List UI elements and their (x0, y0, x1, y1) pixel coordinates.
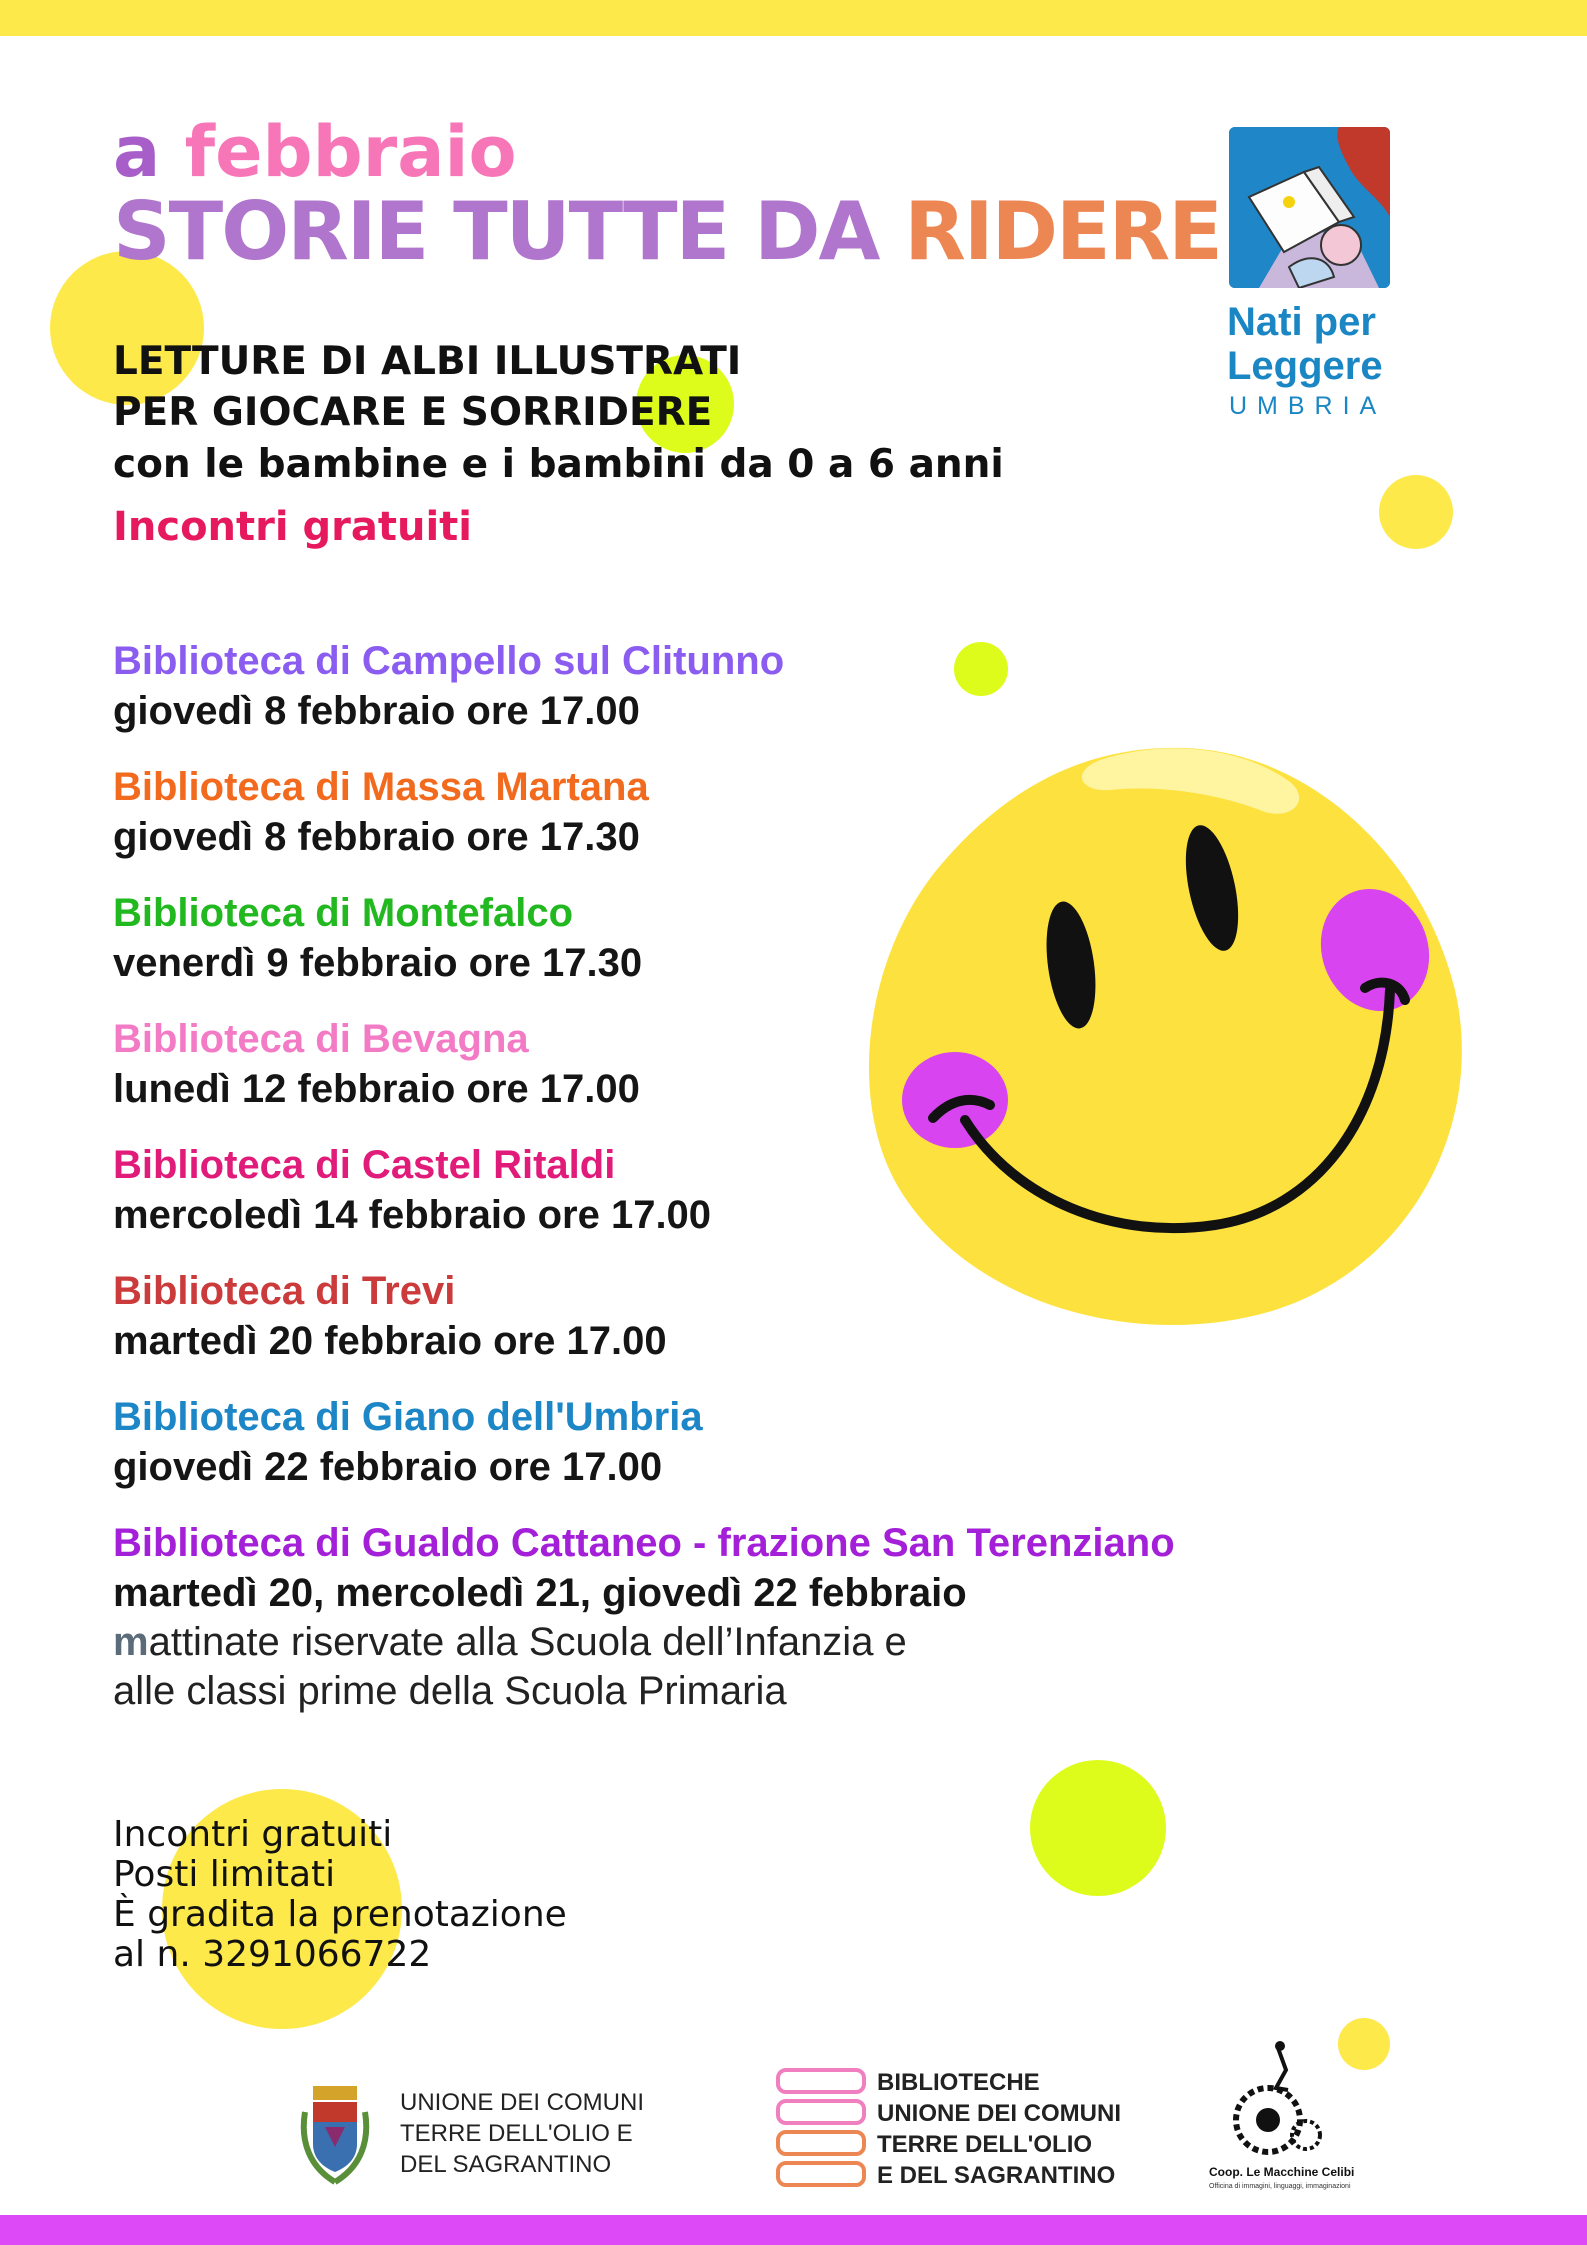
npl-line-2: Leggere (1227, 344, 1383, 388)
title-accent: RIDERE (904, 185, 1221, 278)
biblioteche-logo-text (877, 2067, 1121, 2191)
bib-line-3: TERRE DELL'OLIO (877, 2131, 1093, 2158)
library-name: Biblioteca di Giano dell'Umbria (113, 1395, 703, 1439)
nati-per-leggere-name (1227, 300, 1383, 388)
coop-name: Coop. Le Macchine Celibi (1209, 2165, 1355, 2179)
library-date: mercoledì 14 febbraio ore 17.00 (113, 1193, 712, 1237)
library-date: giovedì 8 febbraio ore 17.30 (113, 815, 640, 859)
unione-line-3: DEL SAGRANTINO (400, 2151, 612, 2178)
child-reading-icon (1229, 127, 1390, 288)
lime-dot-small (954, 642, 1008, 696)
library-name: Biblioteca di Gualdo Cattaneo - frazione San Terenziano (113, 1521, 1175, 1565)
bottom-color-bar (0, 2215, 1587, 2245)
bib-line-4: E DEL SAGRANTINO (877, 2162, 1116, 2189)
unione-line-1: UNIONE DEI COMUNI (400, 2089, 645, 2116)
library-note-line-2: alle classi prime della Scuola Primaria (113, 1669, 787, 1713)
coop-tagline: Officina di immagini, linguaggi, immaginazioni (1209, 2183, 1351, 2190)
unione-line-2: TERRE DELL'OLIO E (400, 2120, 633, 2147)
npl-line-1: Nati per (1227, 300, 1376, 344)
cyclist-gear-icon (1228, 2040, 1328, 2160)
npl-region: UMBRIA (1229, 392, 1387, 420)
books-stack-icon (774, 2066, 869, 2194)
library-name: Biblioteca di Bevagna (113, 1017, 529, 1061)
lime-dot-large (1030, 1760, 1166, 1896)
library-date: giovedì 8 febbraio ore 17.00 (113, 689, 640, 733)
bib-line-1: BIBLIOTECHE (877, 2069, 1040, 2096)
nati-per-leggere-logo (1229, 127, 1390, 288)
note-rest: attinate riservate alla Scuola dell’Infanzia e (148, 1620, 907, 1664)
top-color-bar (0, 0, 1587, 36)
library-name: Biblioteca di Castel Ritaldi (113, 1143, 616, 1187)
main-title (113, 186, 1221, 278)
subtitle-line-3: con le bambine e i bambini da 0 a 6 anni (113, 442, 1004, 487)
yellow-dot-right (1379, 475, 1453, 549)
free-events-label: Incontri gratuiti (113, 504, 473, 550)
library-name: Biblioteca di Montefalco (113, 891, 574, 935)
note-first-letter: m (113, 1620, 149, 1664)
library-date: lunedì 12 febbraio ore 17.00 (113, 1067, 640, 1111)
info-phone: al n. 3291066722 (113, 1934, 432, 1975)
info-limited: Posti limitati (113, 1854, 336, 1895)
library-name: Biblioteca di Campello sul Clitunno (113, 639, 785, 683)
library-date: giovedì 22 febbraio ore 17.00 (113, 1445, 663, 1489)
library-note-line-1 (113, 1617, 907, 1667)
library-date: venerdì 9 febbraio ore 17.30 (113, 941, 643, 985)
library-name: Biblioteca di Trevi (113, 1269, 456, 1313)
unione-logo-text (400, 2087, 644, 2180)
bib-line-2: UNIONE DEI COMUNI (877, 2100, 1122, 2127)
library-date: martedì 20 febbraio ore 17.00 (113, 1319, 667, 1363)
info-booking: È gradita la prenotazione (113, 1894, 567, 1935)
subtitle-line-2: PER GIOCARE E SORRIDERE (113, 390, 713, 435)
subtitle-line-1: LETTURE DI ALBI ILLUSTRATI (113, 339, 742, 384)
coat-of-arms-icon (295, 2082, 375, 2192)
library-name: Biblioteca di Massa Martana (113, 765, 649, 809)
month-heading (113, 110, 517, 194)
info-free: Incontri gratuiti (113, 1814, 393, 1855)
title-main: STORIE TUTTE DA (113, 185, 879, 278)
month-name: febbraio (184, 111, 517, 193)
yellow-dot-bottom-right (1338, 2018, 1390, 2070)
library-date: martedì 20, mercoledì 21, giovedì 22 febbraio (113, 1571, 967, 1615)
smiley-face-icon (855, 720, 1475, 1340)
month-prefix: a (113, 111, 161, 193)
